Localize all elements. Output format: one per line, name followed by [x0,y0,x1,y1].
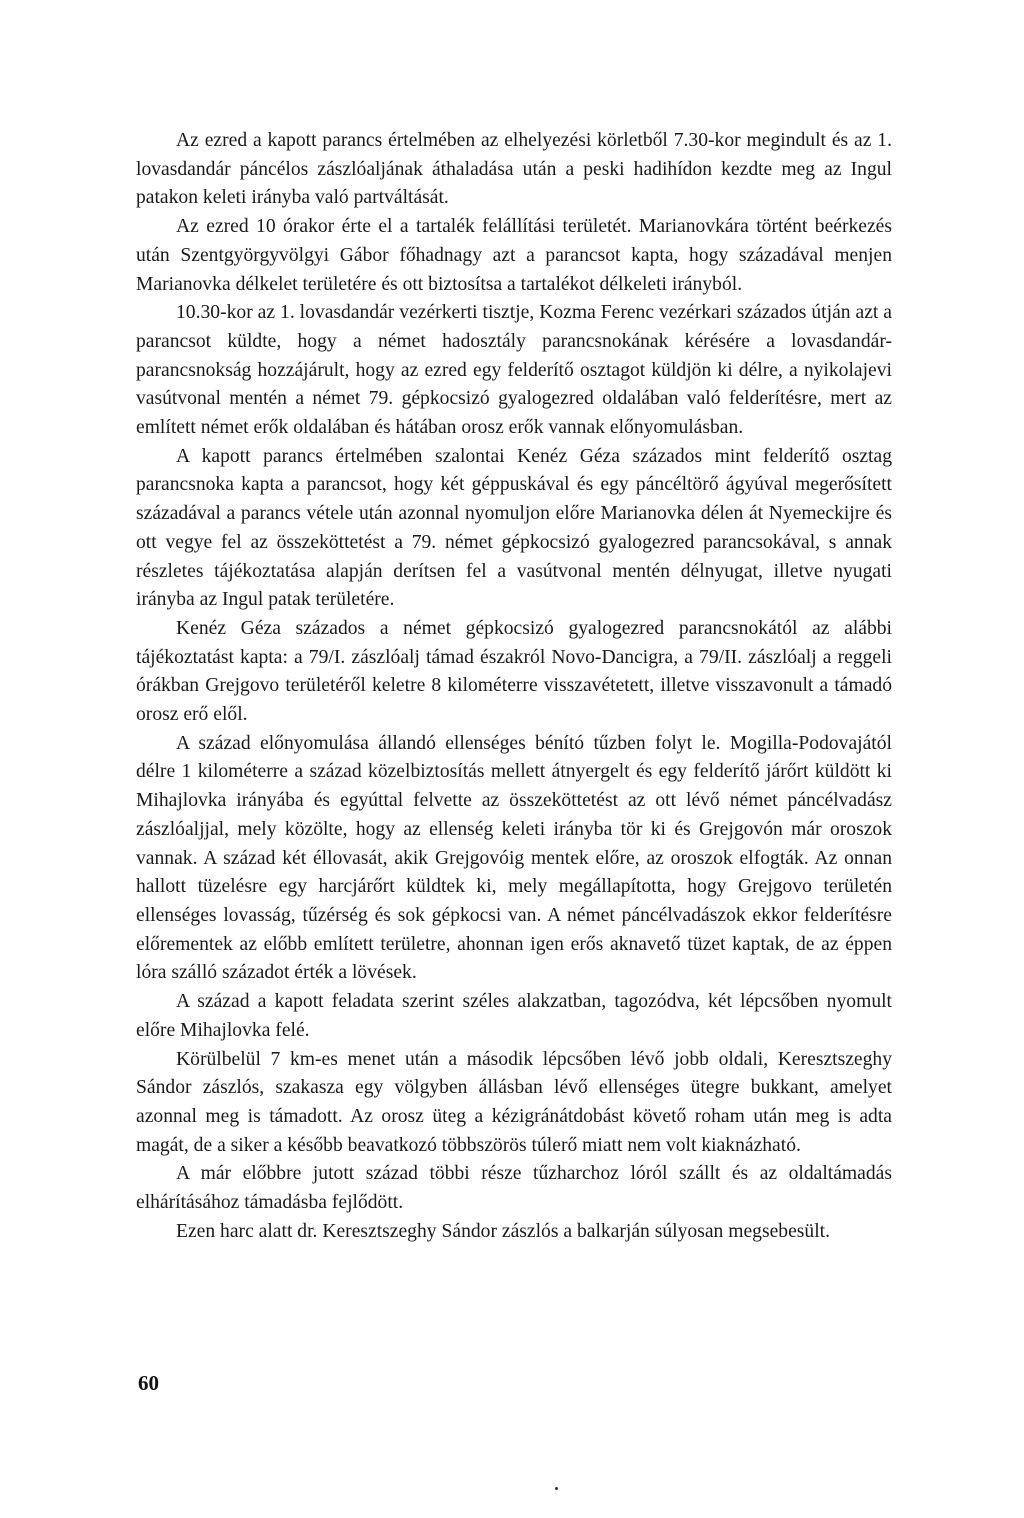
paragraph-2: Az ezred 10 órakor érte el a tartalék felállítási területét. Marianovkára történt beérkezés után Szentgyörgyvölgyi Gábor főhadnagy azt a parancsot kapta, hogy századával menjen Marianovka délkelet területére és ott biztosítsa a tartalékot délkeleti irányból. [136,216,892,295]
paragraph-10: Ezen harc alatt dr. Keresztszeghy Sándor zászlós a balkarján súlyosan megsebesült. [176,1220,830,1242]
paragraph-7: A század a kapott feladata szerint széles alakzatban, tagozódva, két lépcsőben nyomult előre Mihajlovka felé. [136,991,892,1041]
body-text [136,127,892,1246]
paragraph-9: A már előbbre jutott század többi része tűzharchoz lóról szállt és az oldaltámadás elhárításához támadásba fejlődött. [136,1163,892,1214]
paragraph-1: Az ezred a kapott parancs értelmében az elhelyezési körletből 7.30-kor megindult és az 1. lovasdandár páncélos zászlóaljának áthaladása után a peski hadihídon kezdte meg az Ingul patakon keleti irányba való partváltását. [136,130,892,209]
print-speck [555,1487,558,1490]
page-number: 60 [138,1371,159,1395]
paragraph-3: 10.30-kor az 1. lovasdandár vezérkerti tisztje, Kozma Ferenc vezérkari százados útján azt a parancsot küldte, hogy a német hadosztály parancsnokának kérésére a lovasdandár-parancsnokság hozzájárult, hogy az ezred egy felderítő osztagot küldjön ki délre, a nyikolajevi vasútvonal mentén a német 79. gépkocsizó gyalogezred oldalában való felderítésre, mert az említett német erők oldalában és hátában orosz erők vannak előnyomulásban. [136,302,892,439]
paragraph-8: Körülbelül 7 km-es menet után a második lépcsőben lévő jobb oldali, Keresztszeghy Sándor zászlós, szakasza egy völgyben állásban lévő ellenséges ütegre bukkant, amelyet azonnal meg is támadott. Az orosz üteg a kézigránátdobást követő roham után meg is adta magát, de a siker a később beavatkozó többszörös túlerő miatt nem volt kiaknázható. [136,1048,892,1156]
paragraph-5: Kenéz Géza százados a német gépkocsizó gyalogezred parancsnokától az alábbi tájékoztatást kapta: a 79/I. zászlóalj támad északról Novo-Dancigra, a 79/II. zászlóalj a reggeli órákban Grejgovo területéről keletre 8 kilométerre visszavétetett, illetve visszavonult a támadó orosz erő elől. [136,617,892,726]
paragraph-4: A kapott parancs értelmében szalontai Kenéz Géza százados mint felderítő osztag parancsnoka kapta a parancsot, hogy két géppuskával és egy páncéltörő ágyúval megerősített századával a parancs vétele után azonnal nyomuljon előre Marianovka délen át Nyemeckijre és ott vegye fel az összeköttetést a 79. német gépkocsizó gyalogezred parancsokával, s annak részletes tájékoztatása alapján derítsen fel a vasútvonal mentén délnyugat, illetve nyugati irányba az Ingul patak területére. [136,445,892,611]
paragraph-6: A század előnyomulása állandó ellenséges bénító tűzben folyt le. Mogilla-Podovajától délre 1 kilométerre a század közelbiztosítás mellett átnyergelt és egy felderítő járőrt küldött ki Mihajlovka irányába és egyúttal felvette az összeköttetést az ott lévő német páncélvadász zászlóaljjal, mely közölte, hogy az ellenség keleti irányba tör ki és Grejgovón már oroszok vannak. A század két éllovasát, akik Grejgovóig mentek előre, az oroszok elfogták. Az onnan hallott tüzelésre egy harcjárőrt küldtek ki, mely megállapította, hogy Grejgovo területén ellenséges lovasság, tűzérség és sok gépkocsi van. A német páncélvadászok ekkor felderítésre előrementek az előbb említett területre, ahonnan igen erős aknavető tüzet kaptak, de az éppen lóra szálló századot érték a lövések. [136,732,892,984]
